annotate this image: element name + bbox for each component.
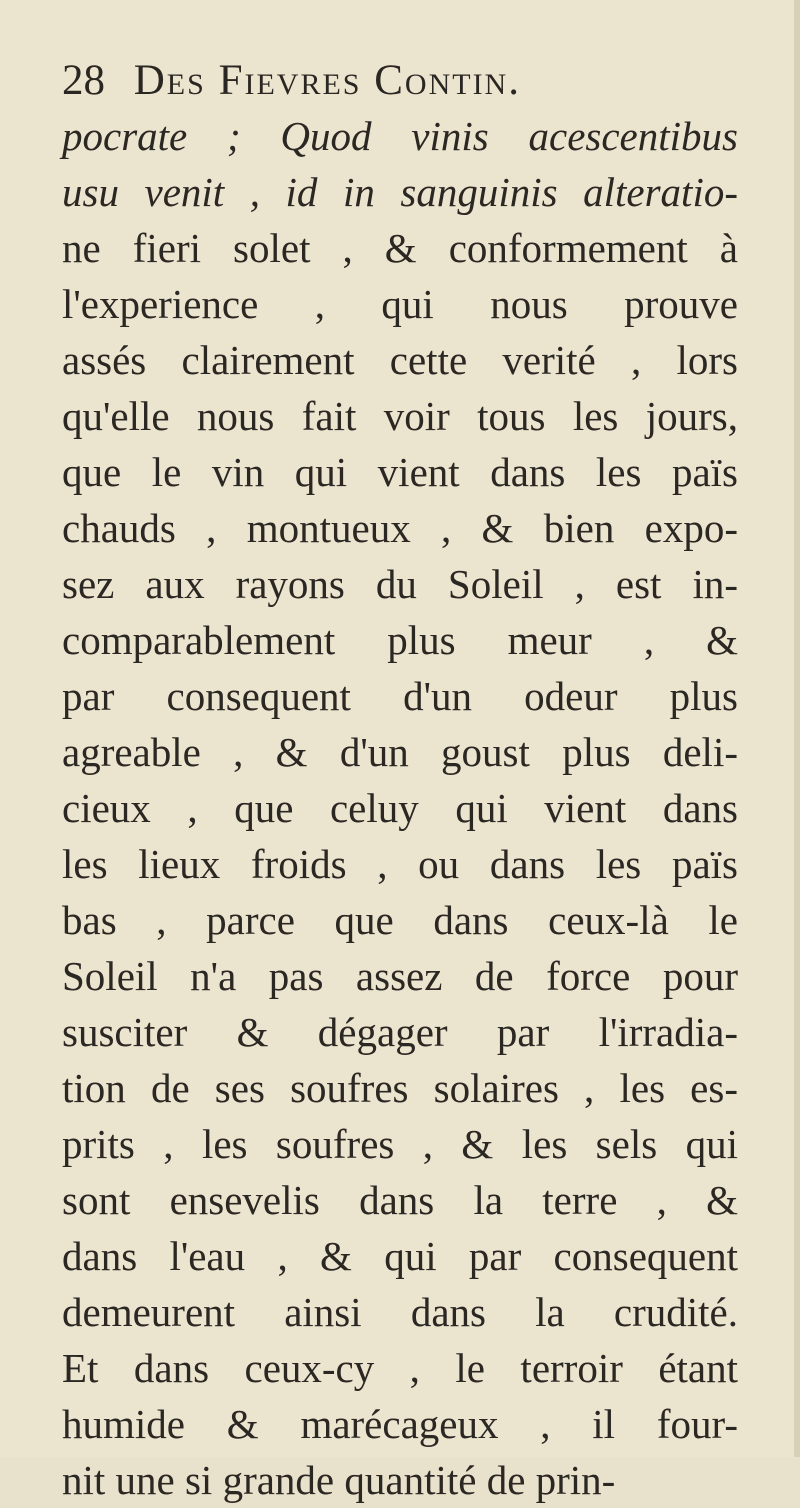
- running-title: Des Fievres Contin.: [133, 57, 521, 104]
- text-line: chauds , montueux , & bien expo-: [62, 505, 738, 551]
- text-line: qu'elle nous fait voir tous les jours,: [62, 393, 738, 439]
- text-line: ne fieri solet , & conformement à: [62, 225, 738, 271]
- text-line: les lieux froids , ou dans les païs: [62, 841, 738, 887]
- text-line: dans l'eau , & qui par consequent: [62, 1233, 738, 1279]
- text-line: assés clairement cette verité , lors: [62, 337, 738, 383]
- text-line: humide & marécageux , il four-: [62, 1401, 738, 1447]
- text-line: que le vin qui vient dans les païs: [62, 449, 738, 495]
- text-line: prits , les soufres , & les sels qui: [62, 1121, 738, 1167]
- text-line: tion de ses soufres solaires , les es-: [62, 1065, 738, 1111]
- page-text: [62, 108, 738, 1503]
- text-line: cieux , que celuy qui vient dans: [62, 785, 738, 831]
- text-line: sont ensevelis dans la terre , &: [62, 1177, 738, 1223]
- text-line: bas , parce que dans ceux-là le: [62, 897, 738, 943]
- running-header: [62, 52, 762, 110]
- text-line: Soleil n'a pas assez de force pour: [62, 953, 738, 999]
- page-number: 28: [62, 57, 105, 104]
- text-line: demeurent ainsi dans la crudité.: [62, 1289, 738, 1335]
- text-line: comparablement plus meur , &: [62, 617, 738, 663]
- text-line: Et dans ceux-cy , le terroir étant: [62, 1345, 738, 1391]
- text-line: l'experience , qui nous prouve: [62, 281, 738, 327]
- text-line: usu venit , id in sanguinis alteratio-: [62, 169, 738, 215]
- text-line: nit une si grande quantité de prin-: [62, 1457, 616, 1503]
- text-line: agreable , & d'un goust plus deli-: [62, 729, 738, 775]
- text-line: pocrate ; Quod vinis acescentibus: [62, 113, 738, 159]
- text-line: sez aux rayons du Soleil , est in-: [62, 561, 738, 607]
- page-edge: [794, 0, 800, 1457]
- text-line: par consequent d'un odeur plus: [62, 673, 738, 719]
- text-line: susciter & dégager par l'irradia-: [62, 1009, 738, 1055]
